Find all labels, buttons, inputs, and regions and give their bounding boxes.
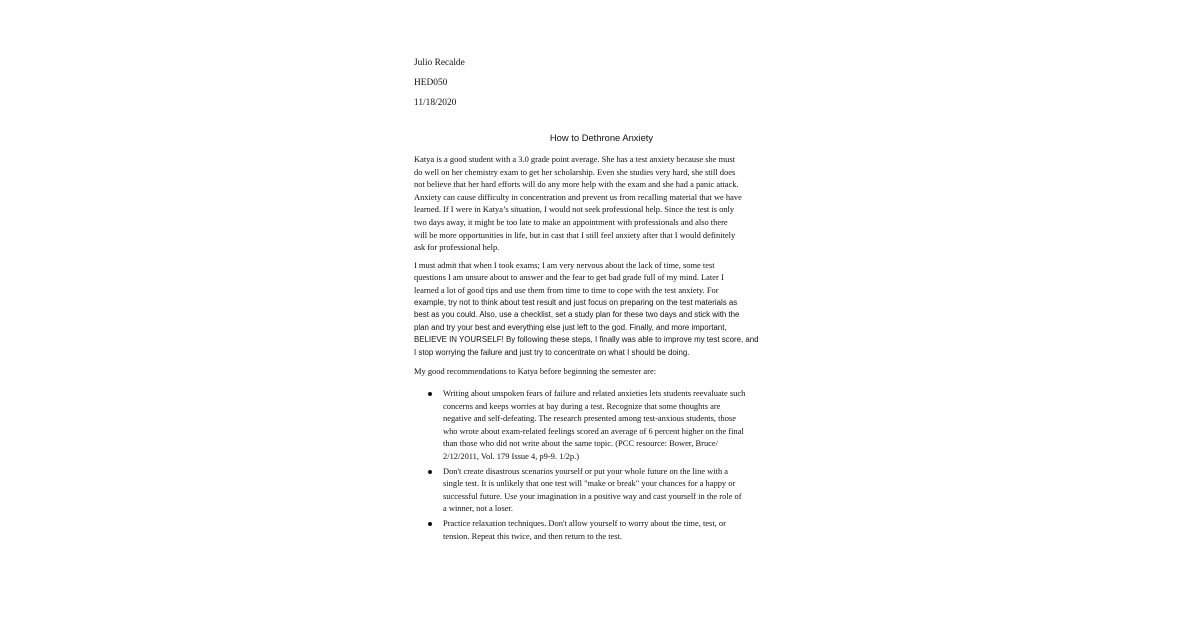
document-title: How to Dethrone Anxiety bbox=[549, 132, 654, 143]
list-item-line: than those who did not write about the same topic. (PCC resource: Bower, Bruce/ bbox=[443, 438, 718, 449]
list-item-line: concerns and keeps worries at bay during a test. Recognize that some thoughts are bbox=[443, 400, 721, 411]
paragraph-line: not believe that her hard efforts will do any more help with the exam and she had a panic attack. bbox=[414, 179, 739, 190]
paragraph-2 bbox=[414, 259, 789, 360]
bullet-dot-icon bbox=[428, 522, 432, 526]
list-item-line: Writing about unspoken fears of failure and related anxieties lets students reevaluate such bbox=[443, 388, 746, 399]
paragraph-1 bbox=[414, 153, 789, 254]
list-item bbox=[414, 387, 789, 463]
paragraph-line: learned. If I were in Katya’s situation, I would not seek professional help. Since the test is only bbox=[414, 204, 735, 215]
paragraph-line: I stop worrying the failure and just try to concentrate on what I should be doing. bbox=[414, 347, 690, 357]
paragraph-line: Katya is a good student with a 3.0 grade point average. She has a test anxiety because she must bbox=[414, 154, 736, 164]
document-date: 11/18/2020 bbox=[414, 98, 457, 108]
paragraph-line: Anxiety can cause difficulty in concentration and prevent us from recalling material that we have bbox=[414, 191, 742, 202]
list-item bbox=[414, 517, 789, 542]
paragraph-line: will be more opportunities in life, but in cast that I still feel anxiety after that I would definitely bbox=[414, 229, 736, 240]
list-item-line: single test. It is unlikely that one test will "make or break" your chances for a happy or bbox=[443, 478, 736, 489]
paragraph-3 bbox=[414, 365, 789, 378]
bullet-dot-icon bbox=[428, 470, 432, 474]
list-item-line: successful future. Use your imagination in a positive way and cast yourself in the role of bbox=[443, 490, 742, 501]
list-item-line: 2/12/2011, Vol. 179 Issue 4, p9-9. 1/2p.) bbox=[443, 451, 580, 462]
bullet-dot-icon bbox=[428, 392, 432, 396]
list-item-line: Practice relaxation techniques. Don't allow yourself to worry about the time, test, or bbox=[443, 518, 726, 529]
paragraph-line: BELIEVE IN YOURSELF! By following these steps, I finally was able to improve my test score, and bbox=[414, 335, 759, 345]
list-item-line: Don't create disastrous scenarios yourself or put your whole future on the line with a bbox=[443, 465, 729, 476]
recommendation-list bbox=[414, 387, 789, 542]
paragraph-line: My good recommendations to Katya before beginning the semester are: bbox=[414, 365, 657, 376]
list-item-line: negative and self-defeating. The research presented among test-anxious students, those bbox=[443, 413, 736, 424]
paragraph-line: questions I am unsure about to answer and the fear to get bad grade full of my mind. Later I bbox=[414, 272, 724, 283]
list-item-line: who wrote about exam-related feelings scored an average of 6 percent higher on the final bbox=[443, 425, 744, 436]
paragraph-line: learned a lot of good tips and use them from time to time to cope with the test anxiety. For bbox=[414, 284, 719, 295]
list-item-line: tension. Repeat this twice, and then return to the test. bbox=[443, 530, 623, 541]
list-item bbox=[414, 465, 789, 515]
paragraph-line: do well on her chemistry exam to get her scholarship. Even she studies very hard, she still does bbox=[414, 166, 736, 177]
paragraph-line: ask for professional help. bbox=[414, 242, 500, 253]
paragraph-line: plan and try your best and everything else just left to the god. Finally, and more important, bbox=[414, 322, 727, 332]
paragraph-line: best as you could. Also, use a checklist, set a study plan for these two days and stick with the bbox=[414, 310, 740, 320]
document-page bbox=[414, 57, 789, 544]
list-item-line: a winner, not a loser. bbox=[443, 503, 513, 514]
paragraph-line: example, try not to think about test result and just focus on preparing on the test materials as bbox=[414, 297, 738, 307]
paragraph-line: I must admit that when I took exams; I am very nervous about the lack of time, some test bbox=[414, 259, 715, 270]
author-name: Julio Recalde bbox=[414, 58, 465, 68]
course-code: HED050 bbox=[414, 78, 448, 88]
paragraph-line: two days away, it might be too late to make an appointment with professionals and also there bbox=[414, 216, 728, 227]
